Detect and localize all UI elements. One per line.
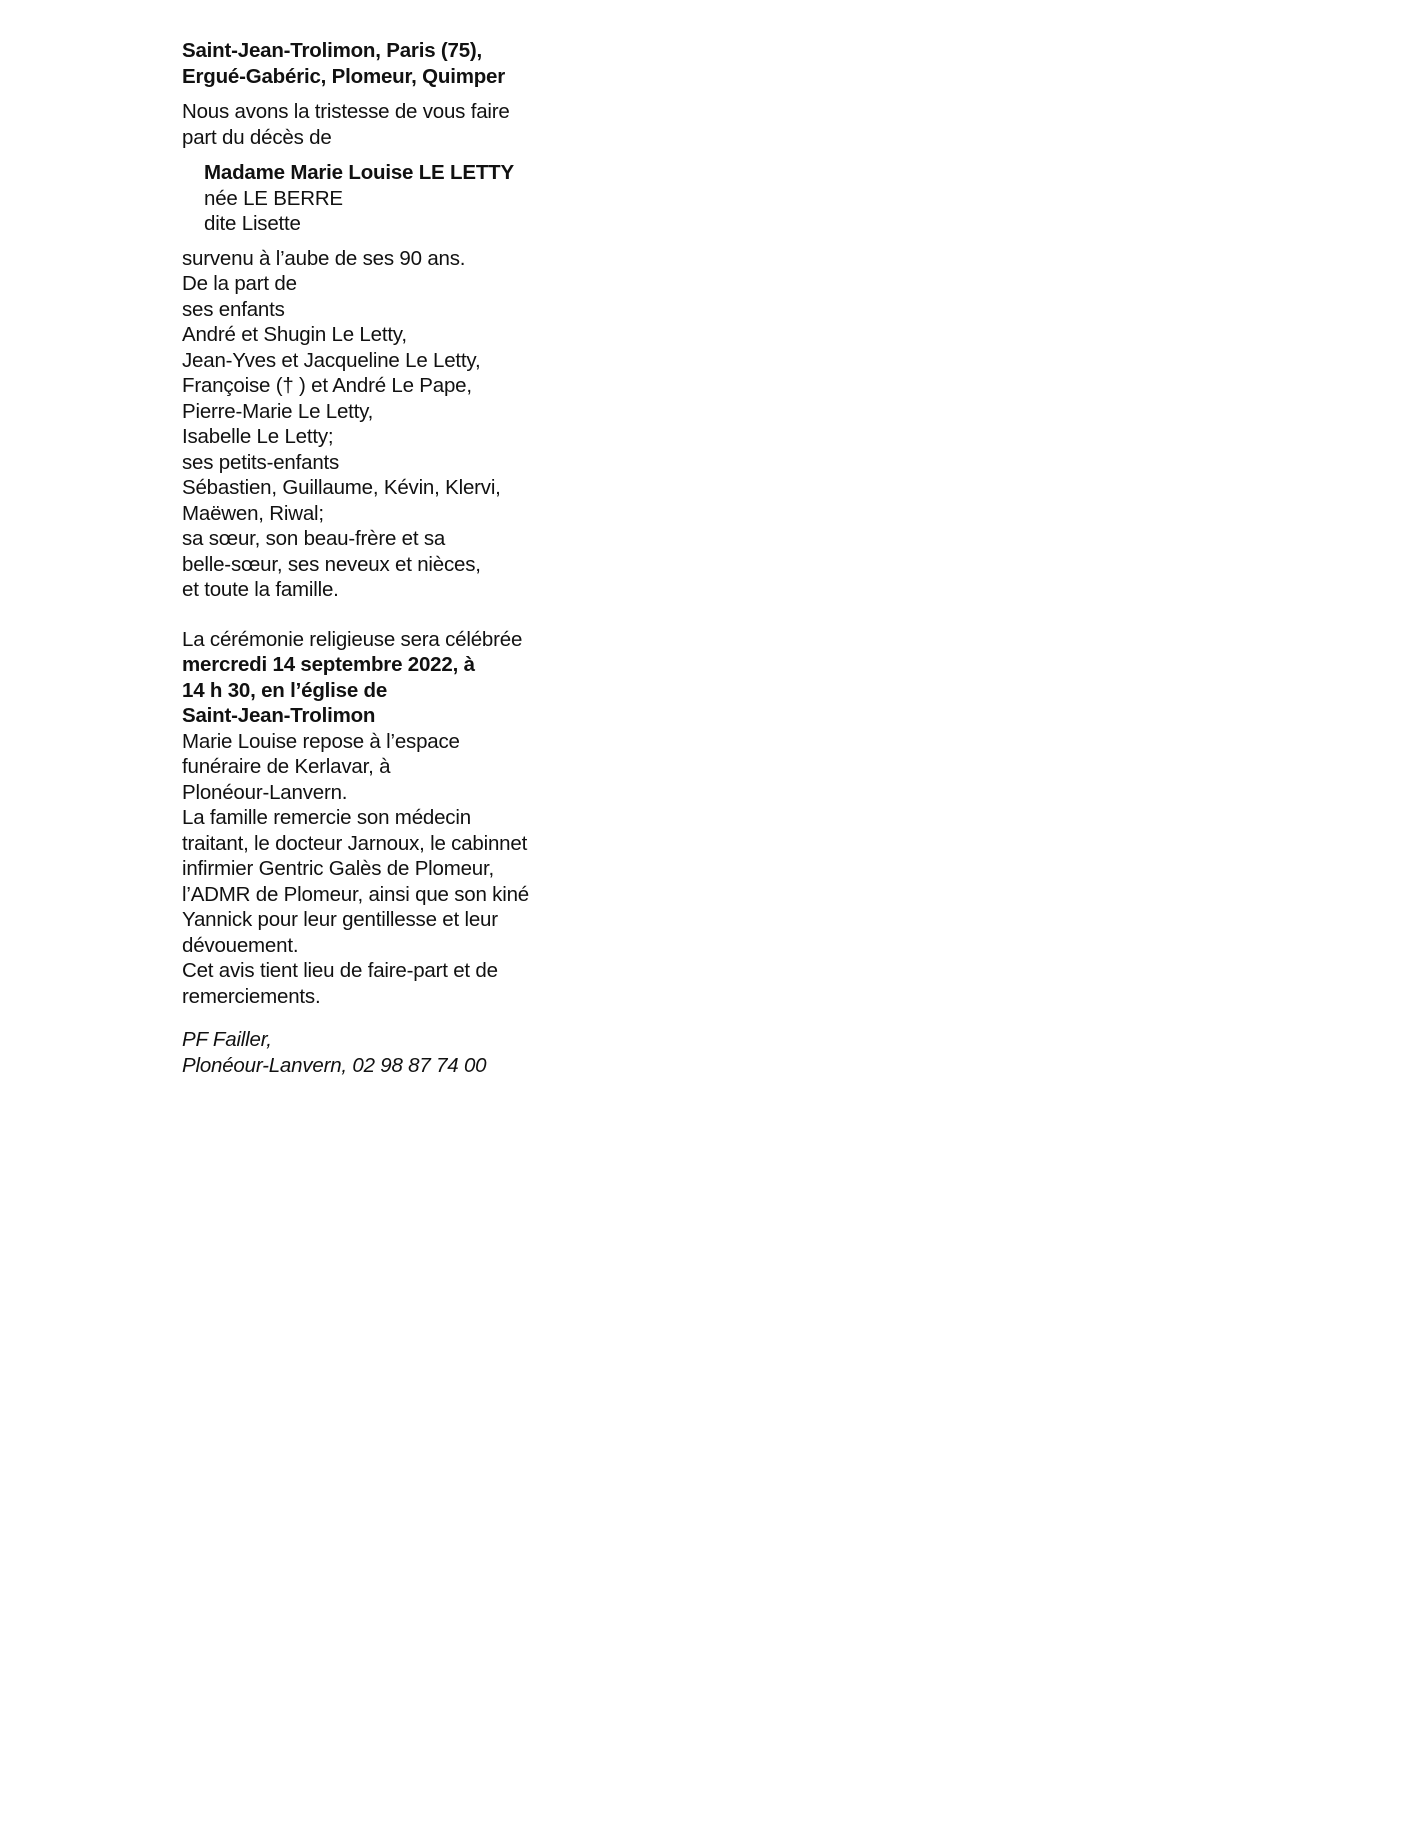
family-line: ses petits-enfants	[182, 450, 340, 474]
family-line: Sébastien, Guillaume, Kévin, Klervi,	[182, 476, 501, 499]
ceremony-text-line: dévouement.	[182, 933, 299, 957]
ceremony-text-line: remerciements.	[182, 984, 321, 1008]
ceremony-text-line: La famille remercie son médecin	[182, 806, 471, 829]
ceremony-text-line: Marie Louise repose à l’espace	[182, 729, 460, 753]
obituary-notice	[182, 38, 582, 1078]
ceremony-intro: La cérémonie religieuse sera célébrée	[182, 627, 523, 651]
locations-line: Ergué-Gabéric, Plomeur, Quimper	[182, 64, 506, 88]
family-line: Françoise († ) et André Le Pape,	[182, 374, 472, 397]
ceremony-detail: mercredi 14 septembre 2022, à	[182, 653, 475, 676]
ceremony-text-line: l’ADMR de Plomeur, ainsi que son kiné	[182, 882, 529, 906]
ceremony-text-line: traitant, le docteur Jarnoux, le cabinnet	[182, 831, 528, 855]
locations-header	[182, 38, 582, 89]
family-line: André et Shugin Le Letty,	[182, 323, 407, 346]
intro-line: part du décès de	[182, 125, 332, 149]
family-line: Pierre-Marie Le Letty,	[182, 399, 374, 423]
family-line: et toute la famille.	[182, 578, 339, 601]
intro-text	[182, 99, 582, 150]
family-line: Jean-Yves et Jacqueline Le Letty,	[182, 348, 481, 372]
ceremony-text-line: Plonéour-Lanvern.	[182, 780, 348, 804]
ceremony-text-line: infirmier Gentric Galès de Plomeur,	[182, 857, 495, 880]
ceremony-detail: 14 h 30, en l’église de	[182, 678, 388, 702]
family-line: belle-sœur, ses neveux et nièces,	[182, 552, 481, 576]
ceremony-text-line: Yannick pour leur gentillesse et leur	[182, 908, 498, 931]
ceremony-text-line: Cet avis tient lieu de faire-part et de	[182, 959, 498, 982]
locations-line: Saint-Jean-Trolimon, Paris (75),	[182, 39, 483, 62]
deceased-birth-name: née LE BERRE	[204, 186, 343, 210]
family-line: Maëwen, Riwal;	[182, 501, 324, 525]
deceased-block	[182, 160, 582, 237]
deceased-name: Madame Marie Louise LE LETTY	[204, 161, 514, 184]
funeral-home-signature	[182, 1027, 582, 1078]
family-line: ses enfants	[182, 297, 285, 321]
family-line: Isabelle Le Letty;	[182, 425, 334, 448]
funeral-home-name: PF Failler,	[182, 1028, 272, 1051]
funeral-home-contact: Plonéour-Lanvern, 02 98 87 74 00	[182, 1053, 487, 1077]
deceased-alias: dite Lisette	[204, 212, 301, 235]
family-line: survenu à l’aube de ses 90 ans.	[182, 246, 466, 270]
family-line: De la part de	[182, 272, 297, 295]
ceremony-block	[182, 627, 582, 1010]
ceremony-text-line: funéraire de Kerlavar, à	[182, 755, 391, 778]
ceremony-detail: Saint-Jean-Trolimon	[182, 704, 376, 727]
intro-line: Nous avons la tristesse de vous faire	[182, 100, 510, 123]
family-line: sa sœur, son beau-frère et sa	[182, 527, 446, 550]
family-list	[182, 246, 582, 603]
